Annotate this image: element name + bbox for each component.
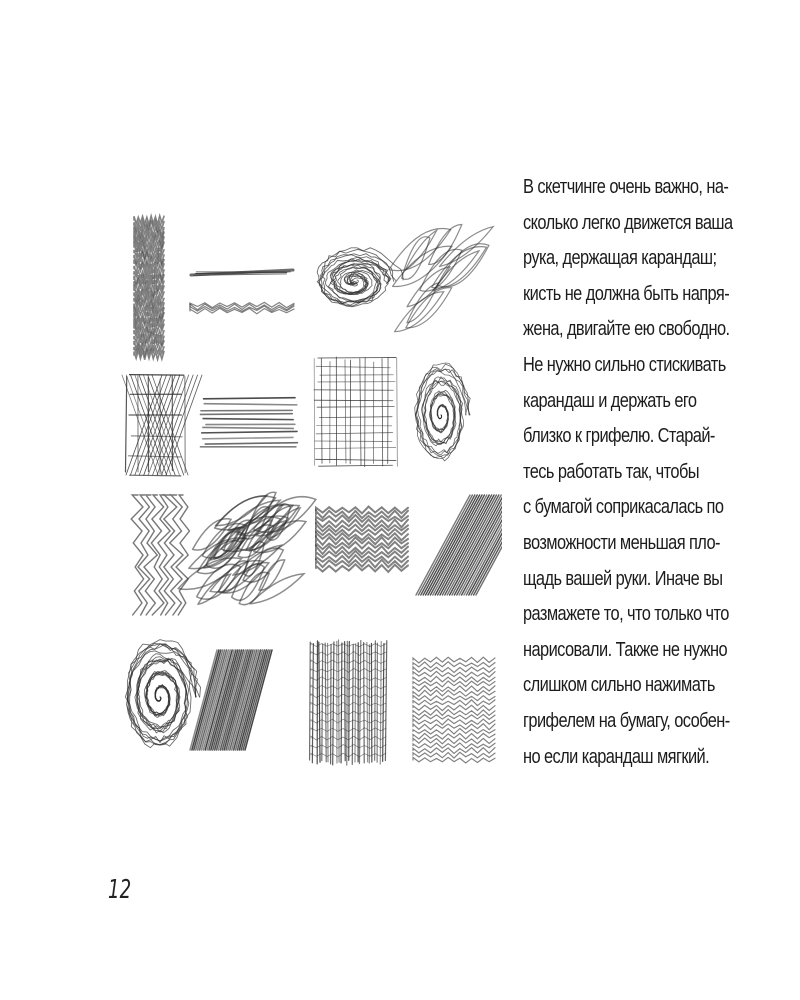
paragraph-line: слишком сильно нажимать — [523, 674, 715, 697]
vertical-scribble-strip-icon — [134, 216, 164, 360]
page-number: 12 — [108, 875, 132, 905]
paragraph-line: грифелем на бумагу, особен- — [523, 709, 730, 732]
paragraph-line: кисть не должна быть напря- — [523, 282, 730, 305]
paragraph-line: близко к грифелю. Старай- — [523, 425, 715, 448]
paragraph-line: Не нужно сильно стискивать — [523, 353, 726, 376]
paragraph-line: размажете то, что только что — [523, 603, 729, 626]
diagonal-hatch-block-icon — [416, 495, 502, 595]
paragraph-line: сколько легко движется ваша — [523, 211, 733, 234]
paragraph-line: нарисовали. Также не нужно — [523, 638, 728, 661]
paragraph-line: карандаш и держать его — [523, 389, 697, 412]
dark-diagonal-hatch-icon — [190, 650, 272, 750]
vertical-zigzag-icon — [131, 495, 189, 615]
paragraph-line: тесь работать так, чтобы — [523, 460, 699, 483]
paragraph-line: возможности меньшая пло- — [523, 531, 720, 554]
spiral-oval-icon — [415, 363, 471, 461]
paragraph-line: щадь вашей руки. Иначе вы — [523, 567, 723, 590]
paragraph-line: с бумагой соприкасалась по — [523, 496, 724, 519]
body-paragraph — [523, 170, 773, 775]
spiral-circle-icon — [125, 640, 200, 748]
vertical-shading-block-icon — [310, 640, 387, 765]
horizontal-shading-blob-icon — [413, 657, 495, 763]
oval-scribble-icon — [317, 248, 403, 307]
paragraph-line: но если карандаш мягкий. — [523, 745, 710, 768]
horizontal-zigzag-band-icon — [316, 507, 408, 572]
paragraph-line: рука, держащая карандаш; — [523, 247, 717, 270]
horizontal-lines-stack-icon — [200, 398, 297, 447]
horizontal-strokes-icon — [190, 270, 294, 314]
dense-loop-scribble-icon — [178, 492, 316, 604]
pencil-texture-illustration — [118, 205, 502, 785]
crosshatch-square-icon — [122, 375, 202, 476]
paragraph-line: В скетчинге очень важно, на- — [523, 176, 729, 198]
diagonal-loop-strokes-icon — [389, 225, 493, 332]
paragraph-line: жена, двигайте ею свободно. — [523, 318, 730, 341]
grid-hatch-square-icon — [314, 357, 397, 467]
